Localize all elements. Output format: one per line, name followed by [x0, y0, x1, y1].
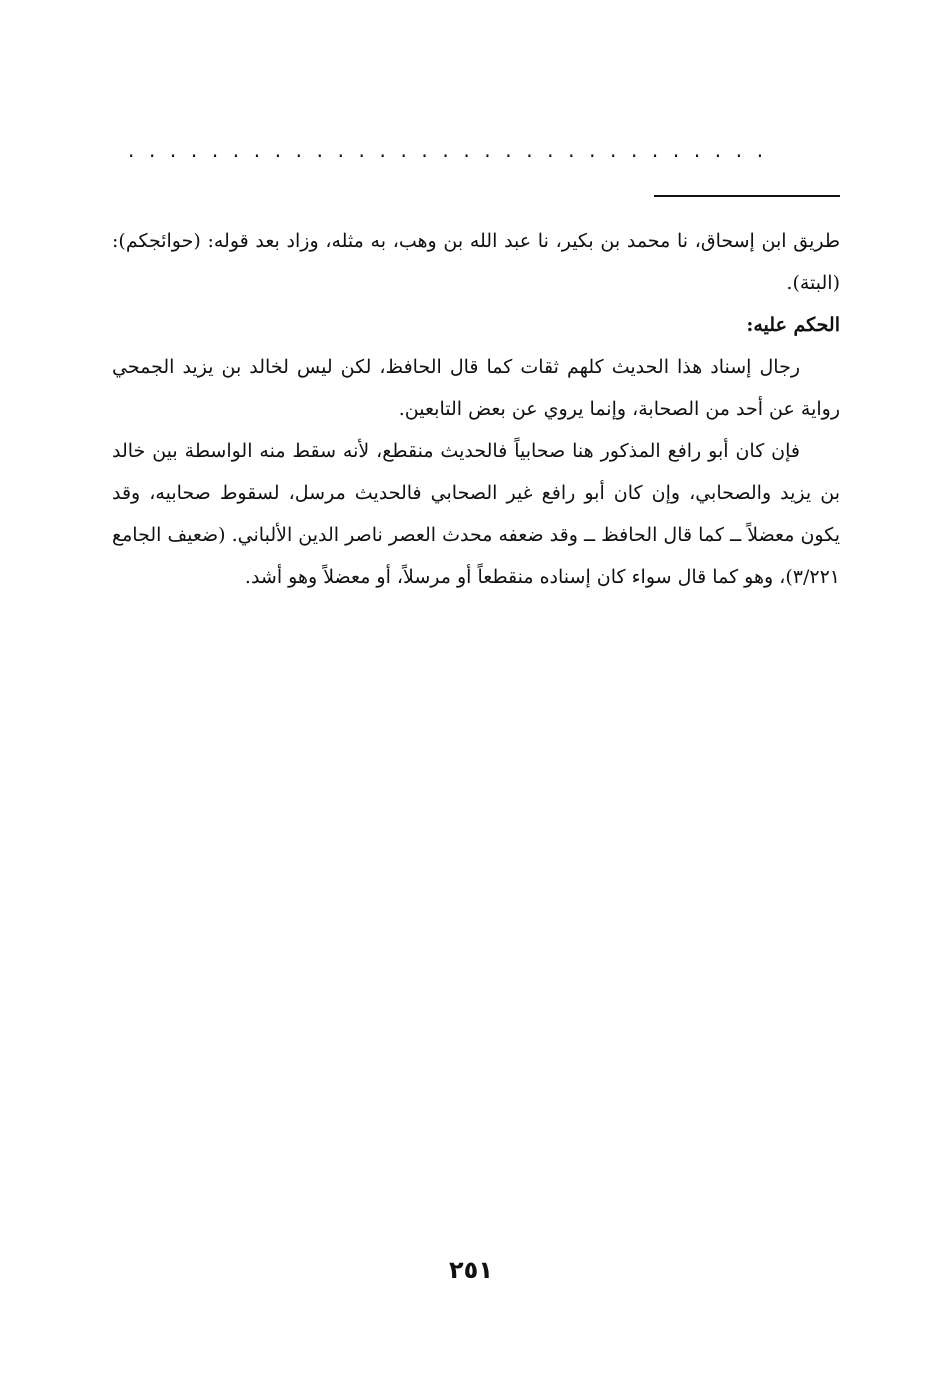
footnote-rule — [654, 195, 840, 197]
dotted-separator: ............................... — [128, 138, 778, 162]
footnote-text: طريق ابن إسحاق، نا محمد بن بكير، نا عبد الله بن وهب، به مثله، وزاد بعد قوله: (حوائجكم): (البتة). — [112, 230, 840, 294]
page-content — [112, 220, 840, 598]
ruling-paragraph-1: رجال إسناد هذا الحديث كلهم ثقات كما قال الحافظ، لكن ليس لخالد بن يزيد الجمحي رواية عن أحد من الصحابة، وإنما يروي عن بعض التابعين. — [112, 356, 840, 420]
page-number: ٢٥١ — [449, 1256, 493, 1284]
ruling-heading: الحكم عليه: — [746, 314, 840, 336]
ruling-paragraph-2: فإن كان أبو رافع المذكور هنا صحابياً فالحديث منقطع، لأنه سقط منه الواسطة بين خالد بن يزيد والصحابي، وإن كان أبو رافع غير الصحابي فالحديث مرسل، لسقوط صحابيه، وقد يكون معضلاً ــ كما قال الحافظ ــ وقد ضعفه محدث العصر ناصر الدين الألباني. (ضعيف الجامع ٣/٢٢١)، وهو كما قال سواء كان إسناده منقطعاً أو مرسلاً، أو معضلاً وهو أشد. — [112, 440, 840, 588]
